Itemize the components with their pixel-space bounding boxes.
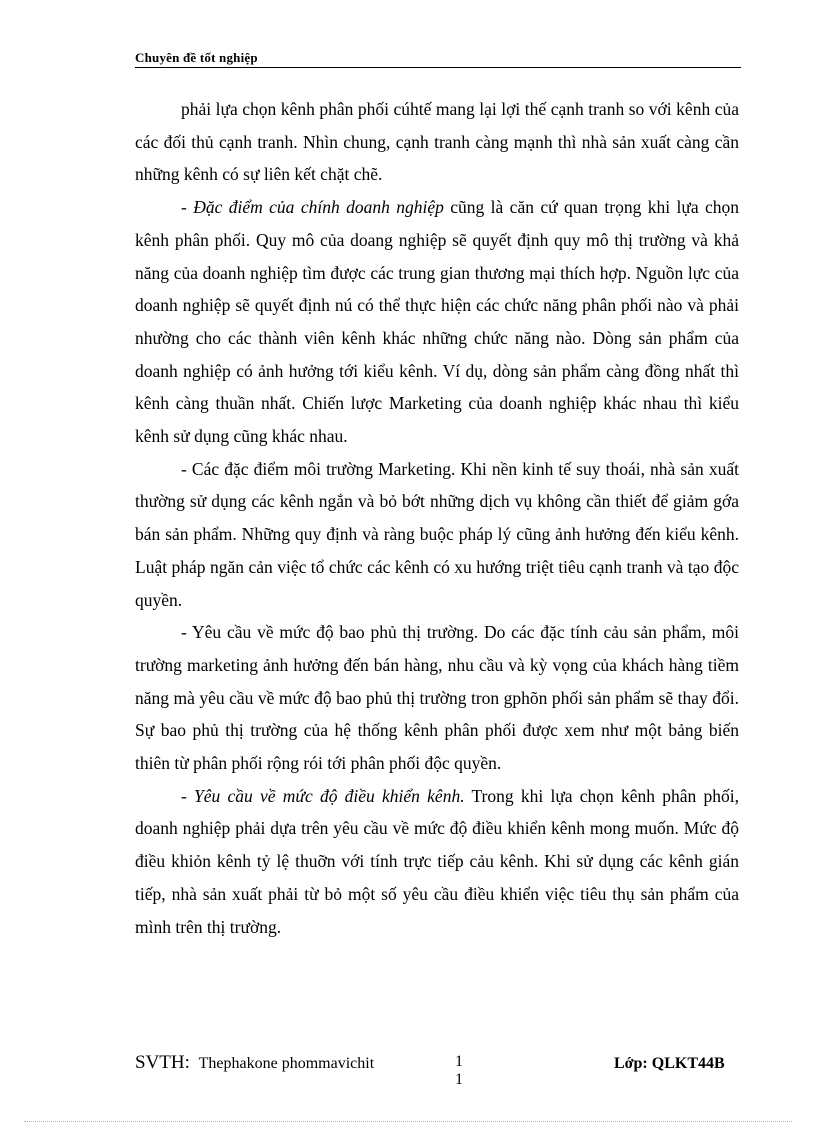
document-body (135, 93, 739, 943)
page-number-top: 1 (455, 1053, 463, 1070)
paragraph-2-lead: - Đặc điểm của chính doanh nghiệp (181, 197, 444, 218)
paragraph-1: phải lựa chọn kênh phân phối cúhtế mang lại lợi thế cạnh tranh so với kênh của các đối thủ cạnh tranh. Nhìn chung, cạnh tranh càng mạnh thì nhà sản xuất càng cần những kênh có sự liên kết chặt chẽ. (135, 99, 739, 185)
paragraph-5 (135, 780, 739, 944)
svth-label: SVTH: (135, 1052, 190, 1073)
student-name: Thephakone phommavichit (198, 1055, 375, 1072)
paragraph-2-text: cũng là căn cứ quan trọng khi lựa chọn kênh phân phối. Quy mô của doang nghiệp sẽ quyết định quy mô thị trường và khả năng của doanh nghiệp tìm được các trung gian thương mại thích hợp. Nguồn lực của doanh nghiệp sẽ quyết định nú có thể thực hiện các chức năng phân phối nào và phải nhường cho các thành viên kênh khác những chức năng nào. Dòng sản phẩm của doanh nghiệp có ảnh hưởng tới kiểu kênh. Ví dụ, dòng sản phẩm càng đồng nhất thì kênh càng thuần nhất. Chiến lược Marketing của doanh nghiệp khác nhau thì kiểu kênh sử dụng cũng khác nhau. (135, 197, 739, 447)
paragraph-5-lead: - Yêu cầu về mức độ điều khiển kênh. (181, 785, 465, 806)
footer-student (135, 1052, 374, 1074)
paragraph-5-text: Trong khi lựa chọn kênh phân phối, doanh nghiệp phải dựa trên yêu cầu về mức độ điều khiển kênh mong muốn. Mức độ điều khiỏn kênh tỷ lệ thuỡn với tính trực tiếp cảu kênh. Khi sử dụng các kênh gián tiếp, nhà sản xuất phải từ bỏ một số yêu cầu điều khiển việc tiêu thụ sản phẩm của mình trên thị trường. (135, 785, 740, 937)
document-header: Chuyên đề tốt nghiệp (135, 50, 258, 65)
page-number (453, 1053, 465, 1089)
paragraph-2 (135, 191, 739, 453)
page-bottom-border (24, 1121, 792, 1122)
paragraph-3: - Các đặc điểm môi trường Marketing. Khi nền kinh tế suy thoái, nhà sản xuất thường sử dụng các kênh ngắn và bỏ bớt những dịch vụ không cần thiết để giảm gớa bán sản phẩm. Những quy định và ràng buộc pháp lý cũng ảnh hưởng đến kiểu kênh. Luật pháp ngăn cản việc tổ chức các kênh có xu hướng triệt tiêu cạnh tranh và tạo độc quyền. (135, 458, 739, 610)
page-number-bottom: 1 (455, 1071, 463, 1088)
class-label: Lớp: QLKT44B (614, 1055, 725, 1072)
header-divider (135, 67, 741, 68)
paragraph-4: - Yêu cầu về mức độ bao phủ thị trường. Do các đặc tính cảu sản phẩm, môi trường marketing ảnh hưởng đến bán hàng, nhu cầu và kỳ vọng của khách hàng tiềm năng mà yêu cầu về mức độ bao phủ thị trường tron gphõn phối sản phẩm sẽ thay đổi. Sự bao phủ thị trường của hệ thống kênh phân phối được xem như một bảng biến thiên từ phân phối rộng rói tới phân phối độc quyền. (135, 622, 739, 774)
